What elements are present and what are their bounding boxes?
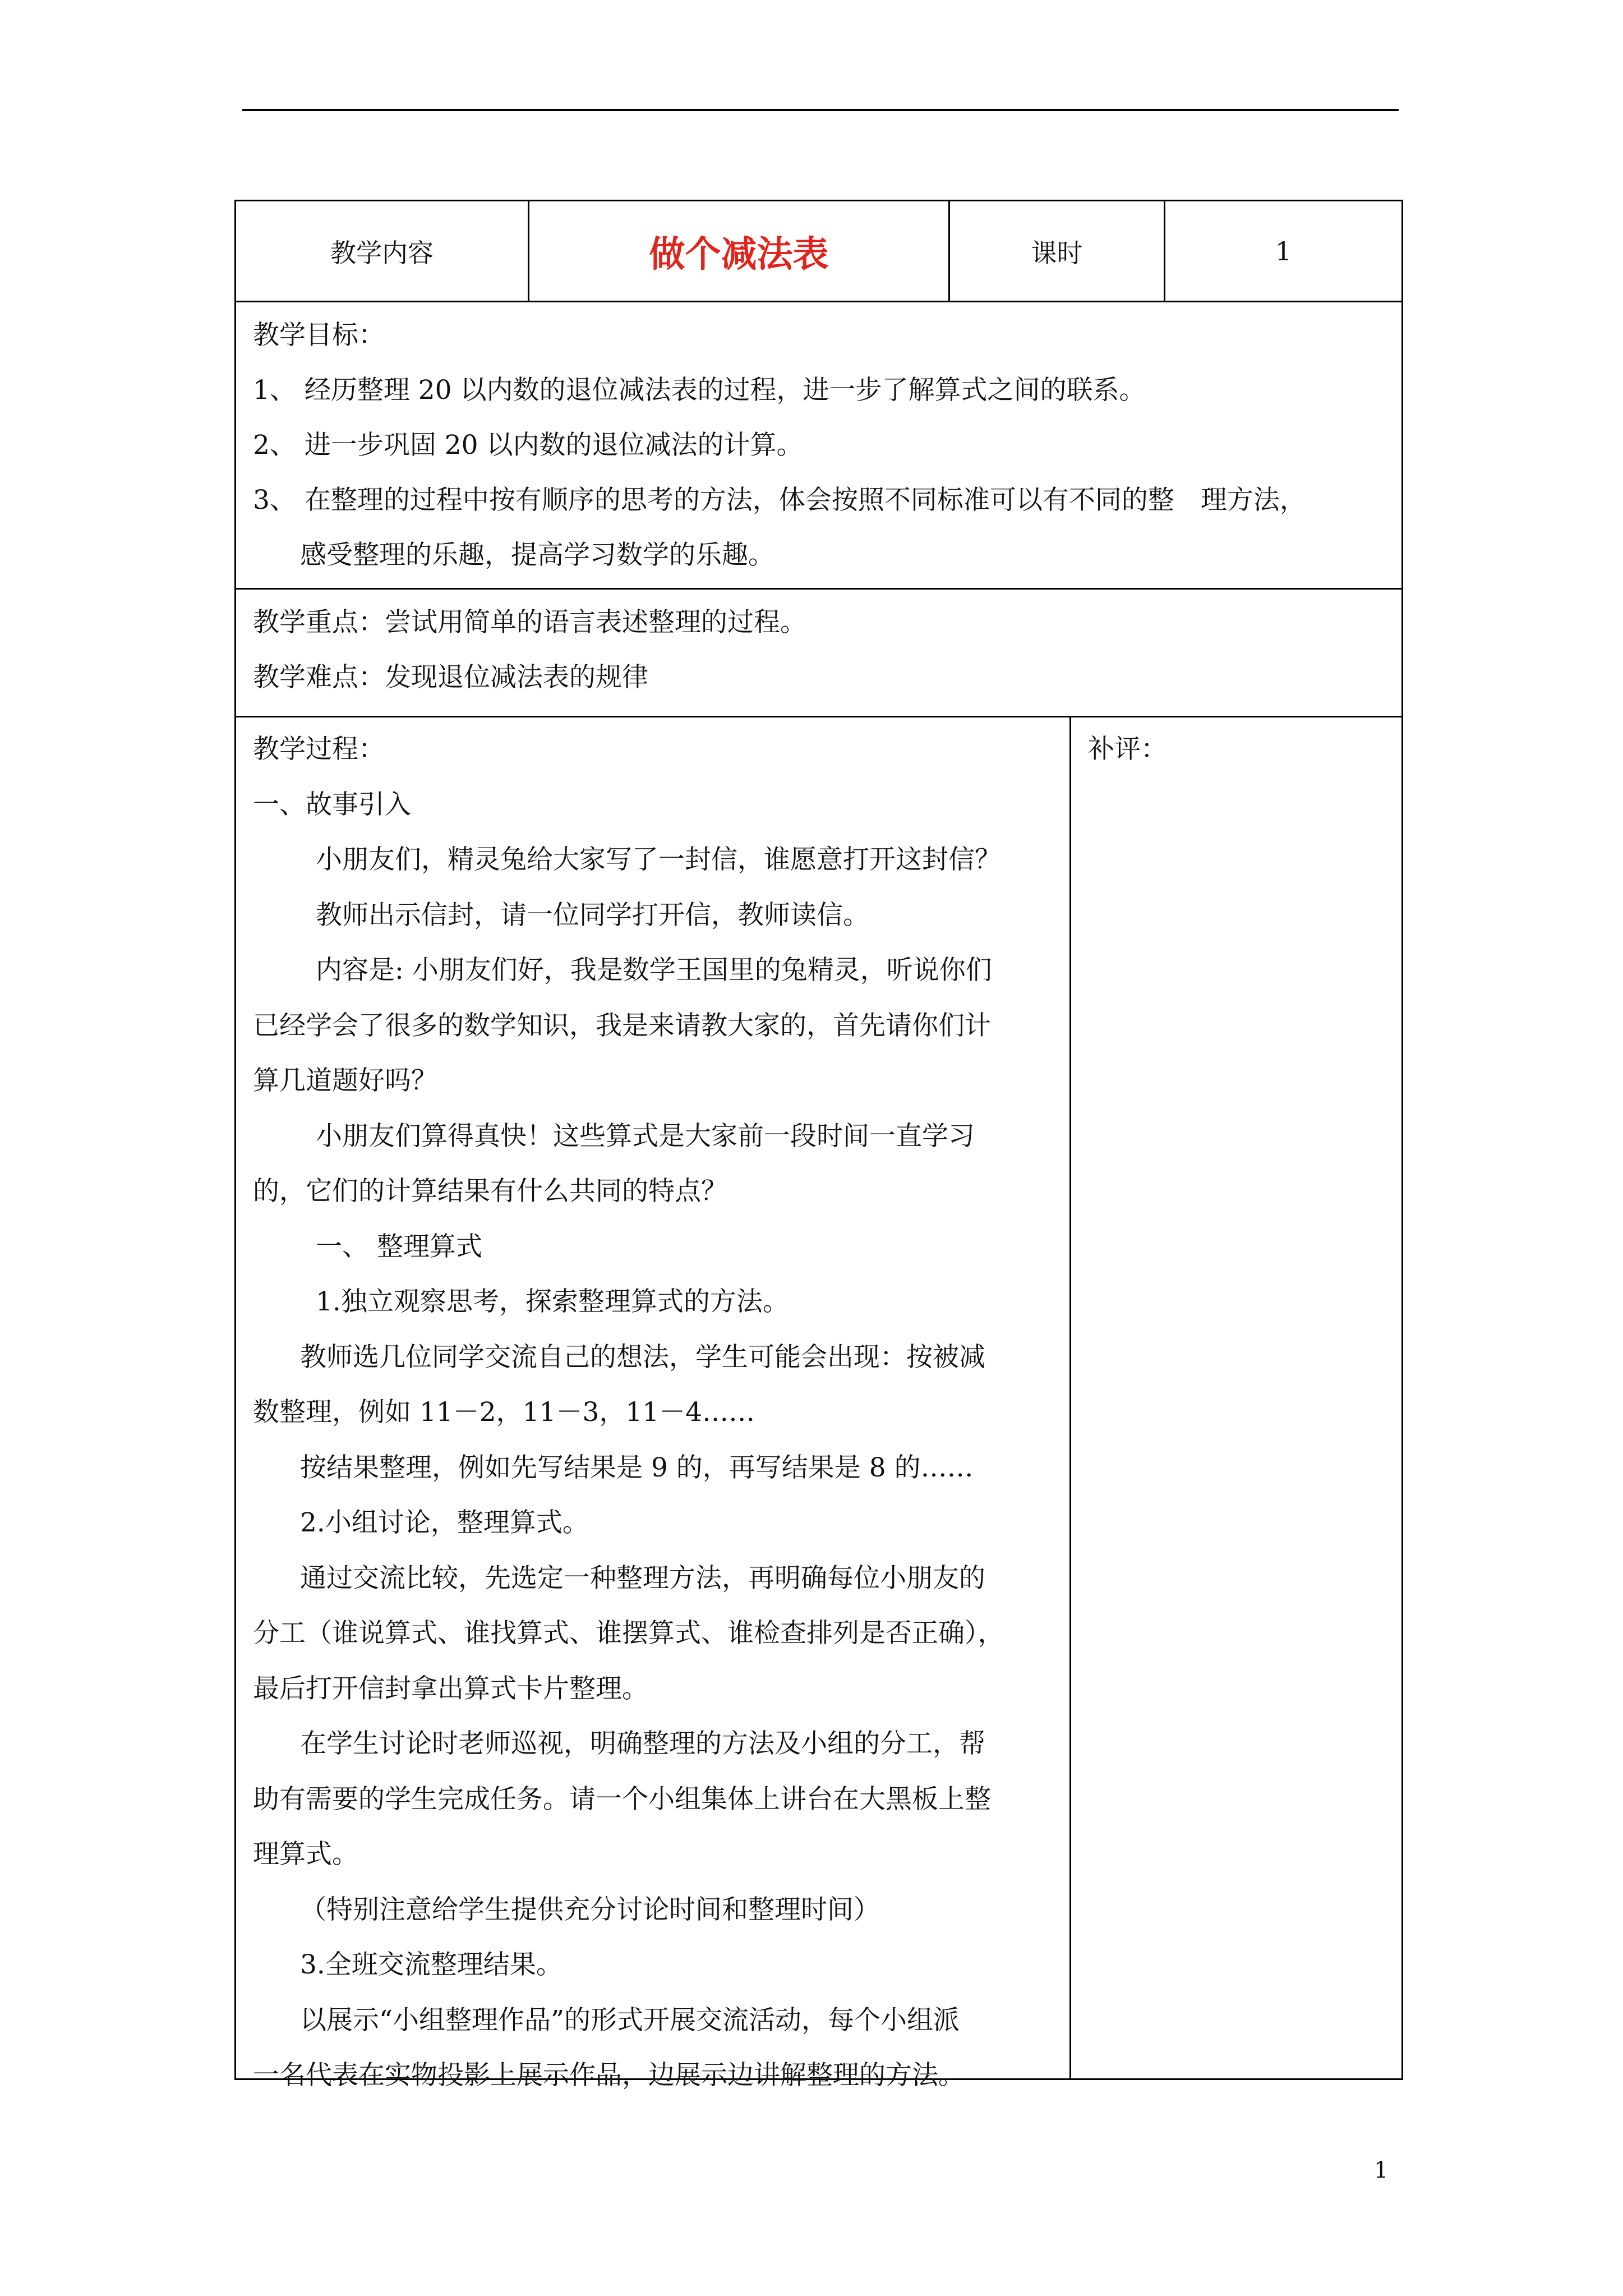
process-paragraph: 小朋友们算得真快！这些算式是大家前一段时间一直学习 xyxy=(316,1120,975,1152)
process-paragraph: 通过交流比较，先选定一种整理方法，再明确每位小朋友的 xyxy=(300,1562,985,1594)
process-paragraph: 教师出示信封，请一位同学打开信，教师读信。 xyxy=(316,899,869,931)
process-paragraph: 理算式。 xyxy=(253,1839,358,1870)
section-story-intro: 一、故事引入 xyxy=(253,789,411,820)
focus-block xyxy=(236,595,1401,705)
process-paragraph: 在学生讨论时老师巡视，明确整理的方法及小组的分工，帮 xyxy=(300,1728,985,1759)
objective-item-3-cont: 感受整理的乐趣，提高学习数学的乐趣。 xyxy=(300,540,774,570)
process-paragraph: 小朋友们，精灵兔给大家写了一封信，谁愿意打开这封信？ xyxy=(316,844,1001,875)
title-cell xyxy=(528,201,948,301)
process-paragraph: 已经学会了很多的数学知识，我是来请教大家的，首先请你们计 xyxy=(253,1010,991,1041)
process-paragraph: 助有需要的学生完成任务。请一个小组集体上讲台在大黑板上整 xyxy=(253,1783,991,1815)
objective-item-3: 3、 在整理的过程中按有顺序的思考的方法，体会按照不同标准可以有不同的整 理方法， xyxy=(253,485,1306,516)
period-label-cell xyxy=(948,201,1164,301)
process-paragraph: 以展示“小组整理作品”的形式开展交流活动，每个小组派 xyxy=(300,2004,960,2036)
process-paragraph: 最后打开信封拿出算式卡片整理。 xyxy=(253,1673,648,1704)
step-1: 1.独立观察思考，探索整理算式的方法。 xyxy=(316,1286,789,1317)
process-paragraph: 的，它们的计算结果有什么共同的特点？ xyxy=(253,1176,727,1207)
focus-row xyxy=(236,590,1401,717)
period-value: 1 xyxy=(1275,236,1292,266)
lesson-plan-table xyxy=(234,200,1403,2091)
process-paragraph: 内容是: 小朋友们好，我是数学王国里的兔精灵，听说你们 xyxy=(316,955,992,986)
objective-item-1: 1、 经历整理 20 以内数的退位减法表的过程，进一步了解算式之间的联系。 xyxy=(253,375,1146,406)
lesson-title: 做个减法表 xyxy=(649,233,829,275)
process-paragraph: 按结果整理，例如先写结果是 9 的，再写结果是 8 的…… xyxy=(300,1452,974,1483)
process-paragraph: 算几道题好吗？ xyxy=(253,1065,437,1096)
process-heading: 教学过程： xyxy=(253,734,385,765)
process-paragraph: 分工（谁说算式、谁找算式、谁摆算式、谁检查排列是否正确）， xyxy=(253,1618,1004,1649)
difficulty: 教学难点：发现退位减法表的规律 xyxy=(253,662,648,693)
process-note: （特别注意给学生提供充分讨论时间和整理时间） xyxy=(300,1894,880,1925)
step-2: 2.小组讨论，整理算式。 xyxy=(300,1507,589,1538)
period-label: 课时 xyxy=(1031,237,1083,268)
comment-label: 补评： xyxy=(1088,734,1167,765)
section-organize-formulas: 一、 整理算式 xyxy=(316,1231,482,1262)
process-column xyxy=(236,717,1069,2091)
key-point: 教学重点：尝试用简单的语言表述整理的过程。 xyxy=(253,607,806,638)
comment-column xyxy=(1069,717,1401,2078)
header-rule xyxy=(242,109,1399,111)
process-paragraph: 数整理，例如 11－2，11－3，11－4…… xyxy=(253,1397,755,1428)
page-number: 1 xyxy=(1374,2157,1389,2183)
objectives-heading: 教学目标： xyxy=(253,320,385,351)
objective-item-2: 2、 进一步巩固 20 以内数的退位减法的计算。 xyxy=(253,430,803,461)
content-label-cell xyxy=(236,201,528,301)
header-row xyxy=(236,201,1401,302)
objectives-block xyxy=(236,308,1401,583)
step-3: 3.全班交流整理结果。 xyxy=(300,1949,562,1980)
process-row xyxy=(236,717,1401,2091)
objectives-row xyxy=(236,302,1401,590)
process-paragraph: 教师选几位同学交流自己的想法，学生可能会出现：按被减 xyxy=(300,1341,985,1373)
process-paragraph: 一名代表在实物投影上展示作品，边展示边讲解整理的方法。 xyxy=(253,2060,965,2091)
content-label: 教学内容 xyxy=(330,237,434,268)
period-value-cell xyxy=(1164,201,1401,301)
